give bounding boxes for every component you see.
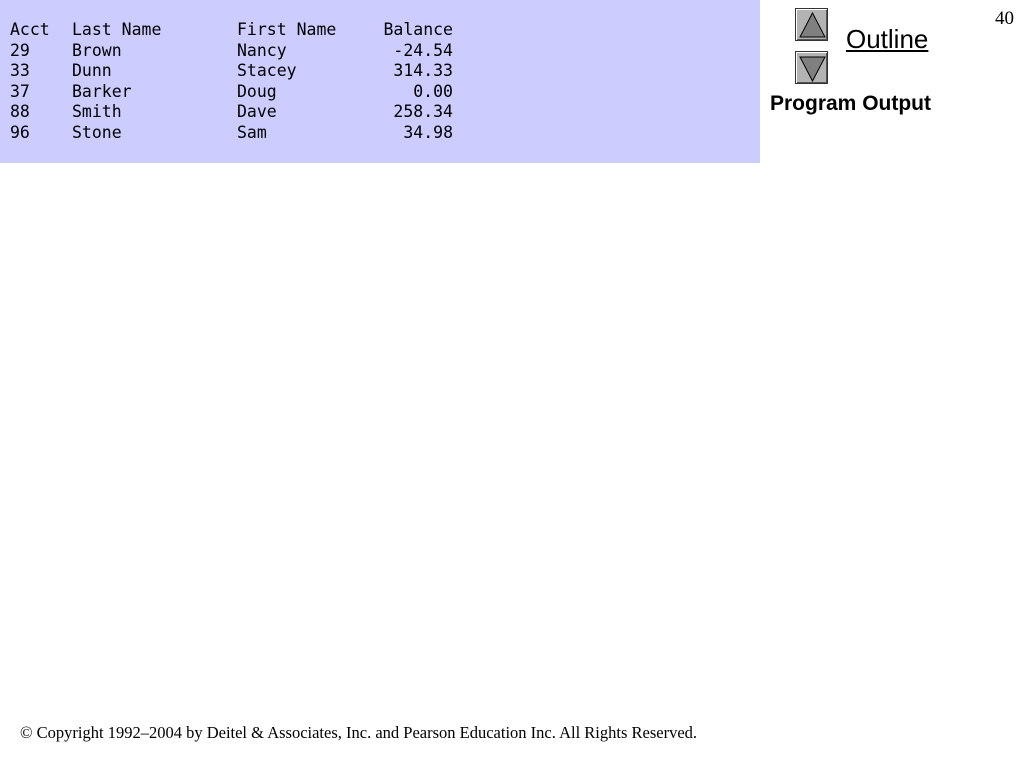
header-acct: Acct [10, 20, 50, 39]
cell-balance: 0.00 [413, 81, 453, 101]
table-row [10, 61, 453, 82]
table-row [10, 102, 453, 123]
triangle-up-icon [796, 9, 829, 42]
cell-balance: -24.54 [393, 40, 453, 60]
header-last-name: Last Name [72, 20, 162, 39]
cell-balance: 314.33 [393, 61, 453, 80]
cell-balance: 258.34 [393, 102, 453, 121]
outline-link[interactable]: Outline [846, 24, 929, 54]
table-header-row [10, 20, 453, 41]
cell-acct: 29 [10, 40, 30, 60]
table-row [10, 41, 453, 62]
cell-acct: 37 [10, 81, 30, 101]
table-row [10, 123, 453, 144]
cell-acct: 96 [10, 122, 30, 142]
cell-first-name: Dave [237, 102, 277, 121]
previous-slide-button[interactable] [795, 8, 828, 41]
cell-first-name: Nancy [237, 40, 287, 60]
cell-last-name: Barker [72, 81, 132, 101]
cell-last-name: Stone [72, 122, 122, 142]
cell-first-name: Doug [237, 81, 277, 101]
copyright-footer: © Copyright 1992–2004 by Deitel & Associates, Inc. and Pearson Education Inc. All Rights Reserved. [20, 723, 698, 742]
cell-acct: 33 [10, 61, 30, 80]
table-row [10, 82, 453, 103]
cell-acct: 88 [10, 102, 30, 121]
cell-balance: 34.98 [403, 122, 453, 142]
cell-last-name: Dunn [72, 61, 112, 80]
header-first-name: First Name [237, 20, 337, 39]
section-label: Program Output [770, 92, 931, 115]
header-balance: Balance [383, 20, 453, 39]
slide-number: 40 [995, 8, 1014, 29]
output-table [10, 20, 453, 143]
cell-last-name: Brown [72, 40, 122, 60]
program-output-panel [0, 0, 760, 163]
cell-first-name: Stacey [237, 61, 297, 80]
cell-last-name: Smith [72, 102, 122, 121]
triangle-down-icon [796, 52, 829, 85]
next-slide-button[interactable] [795, 51, 828, 84]
cell-first-name: Sam [237, 122, 267, 142]
